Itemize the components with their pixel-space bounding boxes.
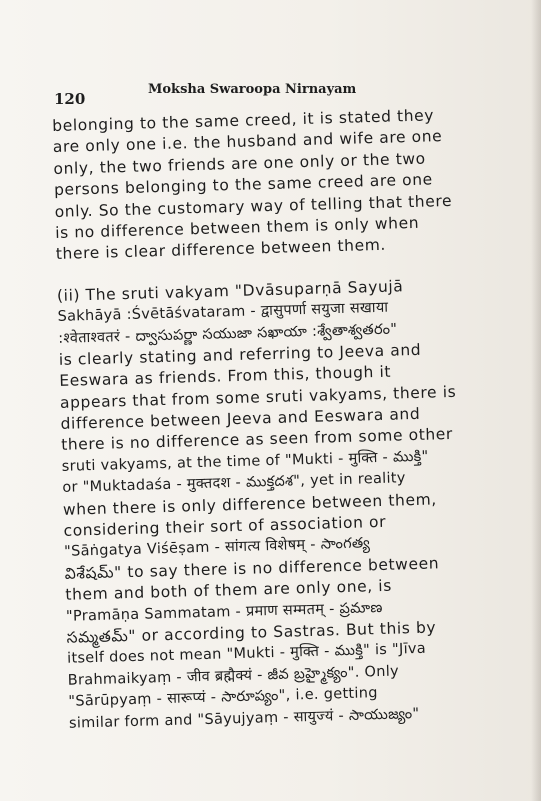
text-line: :श्वेताश्वतरं - ద్వాసుపర్ణా సయుజా సఖాయా :శ్వేతాశ్వతరం" (57, 320, 398, 347)
text-line: similar form and "Sāyujyaṃ - सायुज्यं - సాయుజ్యం" (68, 705, 420, 732)
text-line: సమ్మతమ్" or according to Sastras. But this by (66, 618, 437, 647)
text-line: Brahmaikyaṃ - जीव ब्रह्मैक्यं - జీవ బ్రహ్మైక్యం". Only (67, 663, 400, 689)
text-line: only, the two friends are one only or the two (53, 149, 426, 178)
text-line: Sakhāyā :Śvētāśvataram - द्वासुपर्णा सयुजा सखाया (57, 299, 389, 326)
text-line: persons belonging to the same creed are one (53, 170, 434, 200)
text-line: (ii) The sruti vakyam "Dvāsuparṇā Sayujā (56, 276, 404, 305)
page-header (54, 82, 474, 106)
text-line: or "Muktadaśa - मुक्तदश - ముక్తదశ", yet in reality (62, 470, 406, 497)
page-number: 120 (54, 90, 86, 108)
text-line: appears that from some sruti vakyams, there is (59, 382, 457, 412)
text-line: there is clear difference between them. (55, 236, 387, 264)
text-line: Eeswara as friends. From this, though it (59, 362, 392, 391)
text-line: when there is only difference between them, (62, 490, 438, 519)
running-head: Moksha Swaroopa Nirnayam (148, 82, 357, 97)
text-line: "Pramāṇa Sammatam - प्रमाण सम्मतम् - ప్రమాణ (65, 599, 383, 625)
text-line: is clearly stating and referring to Jeeva and (58, 340, 422, 369)
text-line: difference between Jeeva and Eeswara and (60, 404, 421, 433)
text-line: only. So the customary way of telling that there (54, 191, 453, 221)
text-line: them and both of them are only one, is (65, 576, 393, 605)
paragraph-2 (57, 273, 505, 734)
text-line: itself does not mean "Mukti - मुक्ति - ముక్తి" is "Jīva (66, 641, 427, 668)
text-line: "Sārūpyaṃ - सारूप्यं - సారూప్యం", i.e. getting (68, 685, 378, 710)
text-line: considering their sort of association or (63, 512, 387, 540)
text-line: విశేషమ్" to say there is no difference between (64, 554, 440, 583)
text-line: belonging to the same creed, it is stated they (52, 106, 435, 135)
text-line: "Sāṅgatya Viśēṣam - सांगत्य विशेषम् - సాంగత్య (63, 535, 371, 561)
page-edge-shadow (531, 0, 541, 801)
text-line: is no difference between them is only when (55, 213, 420, 242)
body-text (52, 104, 505, 735)
text-line: are only one i.e. the husband and wife are one (52, 127, 443, 157)
paragraph-1 (52, 104, 492, 266)
text-line: there is no difference as seen from some other (60, 425, 454, 455)
text-line: sruti vakyams, at the time of "Mukti - मुक्ति - ముక్తి" (61, 448, 429, 475)
